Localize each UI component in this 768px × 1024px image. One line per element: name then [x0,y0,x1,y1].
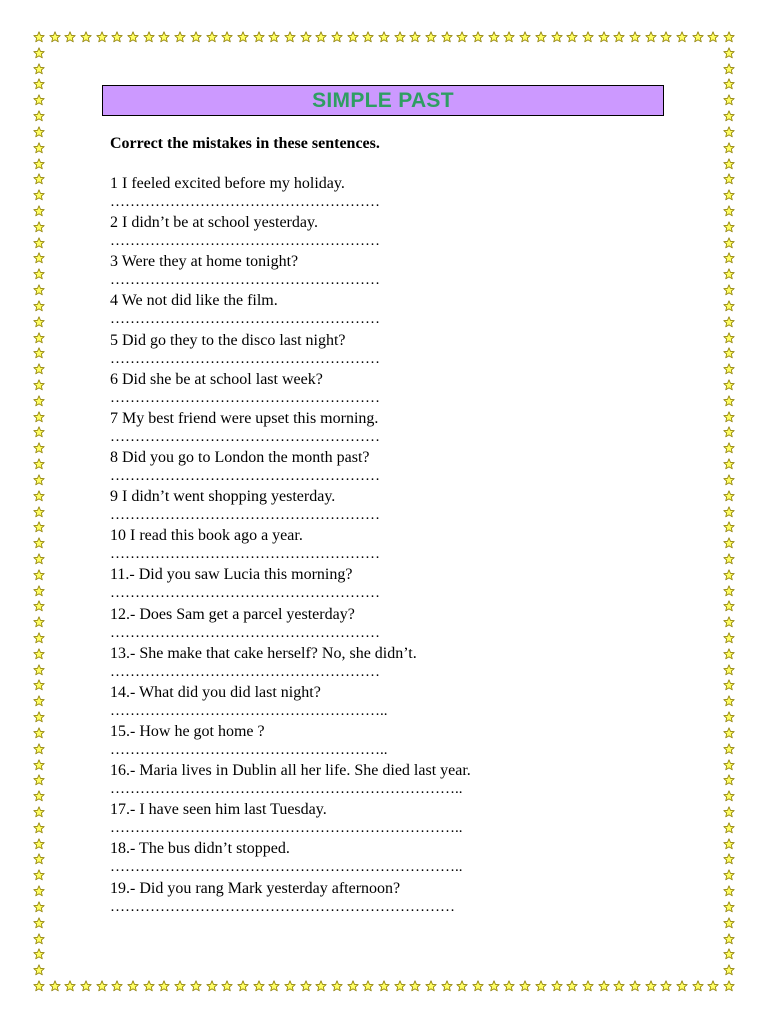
star-icon [237,31,249,43]
star-icon [723,490,735,502]
star-icon [33,664,45,676]
star-icon [723,78,735,90]
star-icon [33,679,45,691]
star-icon [723,379,735,391]
star-icon [723,553,735,565]
exercise-item [110,605,670,644]
star-icon [425,31,437,43]
answer-line[interactable]: ……………………………………………… [110,546,380,563]
answer-line[interactable]: ……………………………………………… [110,663,380,680]
star-icon [723,838,735,850]
answer-line[interactable]: ……………………………………………… [110,350,380,367]
exercise-item [110,174,670,213]
star-icon [33,426,45,438]
star-icon [33,521,45,533]
star-icon [503,31,515,43]
star-icon [723,759,735,771]
exercise-list [110,174,670,918]
star-icon [253,31,265,43]
star-icon [158,980,170,992]
answer-line[interactable]: ……………………………………………….. [110,702,388,719]
star-icon [723,284,735,296]
star-icon [284,31,296,43]
star-icon [33,917,45,929]
exercise-sentence: 13.- She make that cake herself? No, she didn’t. [110,644,417,662]
exercise-item [110,565,670,604]
exercise-sentence: 17.- I have seen him last Tuesday. [110,801,327,819]
star-icon [598,980,610,992]
answer-line[interactable]: …………………………………………………………….. [110,820,463,837]
star-icon [331,980,343,992]
star-icon [284,980,296,992]
star-icon [49,31,61,43]
star-icon [80,31,92,43]
star-icon [33,822,45,834]
star-icon [33,158,45,170]
star-icon [331,31,343,43]
exercise-item [110,800,670,839]
star-icon [488,980,500,992]
answer-line[interactable]: ……………………………………………….. [110,741,388,758]
star-icon [33,869,45,881]
star-icon [723,126,735,138]
star-icon [723,664,735,676]
star-icon [33,47,45,59]
star-icon [723,853,735,865]
answer-line[interactable]: …………………………………………………………….. [110,781,463,798]
star-icon [723,474,735,486]
star-icon [723,822,735,834]
star-icon [692,980,704,992]
answer-line[interactable]: ……………………………………………… [110,194,380,210]
star-icon [723,63,735,75]
star-icon [723,205,735,217]
star-icon [127,31,139,43]
star-icon [378,31,390,43]
star-icon [96,980,108,992]
exercise-sentence: 6 Did she be at school last week? [110,370,323,388]
star-icon [33,632,45,644]
star-icon [535,980,547,992]
star-icon [190,980,202,992]
star-icon [645,980,657,992]
star-icon [723,411,735,423]
star-icon [723,521,735,533]
star-icon [723,901,735,913]
star-icon [723,252,735,264]
star-icon [629,31,641,43]
exercise-sentence: 5 Did go they to the disco last night? [110,331,346,349]
star-icon [33,252,45,264]
star-icon [723,316,735,328]
page-title: SIMPLE PAST [312,88,454,112]
star-icon [33,284,45,296]
star-icon [723,917,735,929]
star-icon [33,901,45,913]
star-icon [174,31,186,43]
star-icon [33,300,45,312]
star-icon [613,31,625,43]
exercise-item [110,683,670,722]
star-icon [111,980,123,992]
star-icon [33,759,45,771]
star-icon [723,790,735,802]
star-icon [723,711,735,723]
star-icon [723,268,735,280]
star-icon [566,980,578,992]
exercise-item [110,526,670,565]
star-icon [362,980,374,992]
star-icon [33,237,45,249]
star-icon [49,980,61,992]
star-icon [143,31,155,43]
star-icon [582,31,594,43]
star-icon [80,980,92,992]
star-icon [268,980,280,992]
star-icon [723,648,735,660]
star-icon [676,31,688,43]
exercise-item [110,252,670,291]
star-icon [629,980,641,992]
star-icon [237,980,249,992]
star-icon [723,885,735,897]
star-icon [723,94,735,106]
star-icon [425,980,437,992]
exercise-sentence: 15.- How he got home ? [110,722,265,740]
star-icon [441,980,453,992]
star-icon [33,458,45,470]
star-icon [394,31,406,43]
star-icon [33,838,45,850]
star-icon [33,711,45,723]
star-icon [33,63,45,75]
star-icon [723,110,735,122]
star-icon [441,31,453,43]
star-icon [723,600,735,612]
star-icon [582,980,594,992]
answer-line[interactable]: ……………………………………………… [110,428,380,445]
star-icon [33,600,45,612]
exercise-sentence: 18.- The bus didn’t stopped. [110,840,290,858]
answer-line[interactable]: ……………………………………………… [110,389,380,406]
star-icon [707,980,719,992]
star-icon [206,31,218,43]
star-icon [300,31,312,43]
answer-line[interactable]: ……………………………………………… [110,585,380,602]
star-icon [723,616,735,628]
star-icon [315,980,327,992]
star-icon [33,806,45,818]
star-icon [456,31,468,43]
exercise-sentence: 7 My best friend were upset this morning. [110,409,379,427]
star-icon [723,173,735,185]
star-icon [723,980,735,992]
star-icon [33,347,45,359]
star-icon [33,221,45,233]
exercise-item [110,487,670,526]
star-icon [33,332,45,344]
star-icon [315,31,327,43]
star-icon [723,442,735,454]
star-icon [394,980,406,992]
star-icon [676,980,688,992]
star-icon [723,585,735,597]
exercise-sentence: 2 I didn’t be at school yesterday. [110,214,318,232]
exercise-item [110,722,670,761]
star-icon [535,31,547,43]
exercise-item [110,879,670,918]
star-icon [723,395,735,407]
star-icon [33,474,45,486]
star-icon [174,980,186,992]
star-icon [33,205,45,217]
star-icon [33,78,45,90]
star-icon [519,31,531,43]
exercise-item [110,839,670,878]
star-icon [723,189,735,201]
star-icon [33,94,45,106]
star-icon [33,743,45,755]
exercise-sentence: 9 I didn’t went shopping yesterday. [110,488,336,506]
star-icon [33,189,45,201]
star-icon [64,980,76,992]
answer-line[interactable]: …………………………………………………………….. [110,859,463,876]
star-icon [551,31,563,43]
star-icon [723,363,735,375]
star-icon [190,31,202,43]
answer-line[interactable]: ……………………………………………… [110,233,380,250]
star-icon [723,948,735,960]
star-icon [206,980,218,992]
star-icon [221,31,233,43]
answer-line[interactable]: …………………………………………………………… [110,898,455,915]
star-icon [723,964,735,976]
star-icon [362,31,374,43]
star-icon [33,648,45,660]
star-icon [64,31,76,43]
star-icon [723,426,735,438]
star-icon [347,31,359,43]
star-icon [33,695,45,707]
star-icon [33,980,45,992]
star-icon [378,980,390,992]
exercise-sentence: 19.- Did you rang Mark yesterday afternoon? [110,879,401,897]
exercise-item [110,761,670,800]
title-banner [102,85,664,116]
star-icon [566,31,578,43]
star-icon [300,980,312,992]
exercise-item [110,291,670,330]
answer-line[interactable]: ……………………………………………… [110,311,380,328]
exercise-item [110,644,670,683]
star-icon [723,806,735,818]
star-icon [723,537,735,549]
star-icon [723,632,735,644]
star-icon [33,964,45,976]
star-icon [33,537,45,549]
star-icon [33,31,45,43]
star-icon [723,506,735,518]
exercise-sentence: 4 We not did like the film. [110,292,278,310]
star-icon [723,332,735,344]
star-icon [472,980,484,992]
star-icon [723,347,735,359]
star-icon [33,585,45,597]
star-icon [723,300,735,312]
instruction-text: Correct the mistakes in these sentences. [110,135,380,152]
star-icon [692,31,704,43]
star-icon [519,980,531,992]
star-icon [33,411,45,423]
exercise-sentence: 12.- Does Sam get a parcel yesterday? [110,605,355,623]
star-icon [127,980,139,992]
star-icon [723,727,735,739]
star-icon [33,790,45,802]
star-icon [33,490,45,502]
star-icon [33,173,45,185]
exercise-sentence: 11.- Did you saw Lucia this morning? [110,566,353,584]
star-icon [253,980,265,992]
star-icon [33,316,45,328]
star-icon [723,458,735,470]
star-icon [660,980,672,992]
star-icon [723,743,735,755]
star-icon [221,980,233,992]
star-icon [598,31,610,43]
exercise-item [110,213,670,252]
exercise-sentence: 3 Were they at home tonight? [110,253,299,271]
star-icon [33,569,45,581]
star-icon [472,31,484,43]
answer-line[interactable]: ……………………………………………… [110,507,380,524]
answer-line[interactable]: ……………………………………………… [110,467,380,484]
star-icon [33,268,45,280]
answer-line[interactable]: ……………………………………………… [110,272,380,289]
star-icon [33,126,45,138]
exercise-sentence: 8 Did you go to London the month past? [110,448,370,466]
star-icon [723,221,735,233]
star-icon [456,980,468,992]
star-icon [723,158,735,170]
star-icon [723,869,735,881]
exercise-item [110,331,670,370]
star-icon [111,31,123,43]
star-icon [723,679,735,691]
star-icon [33,933,45,945]
star-icon [723,774,735,786]
star-icon [33,110,45,122]
star-icon [723,237,735,249]
exercise-sentence: 14.- What did you did last night? [110,683,321,701]
star-icon [158,31,170,43]
star-icon [723,569,735,581]
star-icon [33,774,45,786]
star-icon [143,980,155,992]
star-icon [707,31,719,43]
star-icon [409,31,421,43]
star-icon [33,885,45,897]
star-icon [33,948,45,960]
star-icon [268,31,280,43]
star-icon [96,31,108,43]
star-icon [33,363,45,375]
star-icon [723,695,735,707]
star-icon [33,395,45,407]
star-icon [503,980,515,992]
star-icon [660,31,672,43]
star-icon [723,933,735,945]
star-icon [613,980,625,992]
star-icon [723,47,735,59]
star-icon [409,980,421,992]
exercise-sentence: 16.- Maria lives in Dublin all her life. She died last year. [110,762,471,780]
star-icon [33,442,45,454]
star-icon [33,142,45,154]
exercise-item [110,370,670,409]
star-icon [33,853,45,865]
exercise-sentence: 10 I read this book ago a year. [110,527,303,545]
star-icon [33,506,45,518]
exercise-sentence: 1 I feeled excited before my holiday. [110,175,345,192]
star-icon [33,727,45,739]
star-icon [347,980,359,992]
star-icon [723,31,735,43]
exercise-item [110,409,670,448]
star-icon [645,31,657,43]
answer-line[interactable]: ……………………………………………… [110,624,380,641]
exercise-item [110,448,670,487]
star-icon [488,31,500,43]
star-icon [723,142,735,154]
star-icon [33,553,45,565]
star-icon [33,379,45,391]
star-icon [33,616,45,628]
star-icon [551,980,563,992]
